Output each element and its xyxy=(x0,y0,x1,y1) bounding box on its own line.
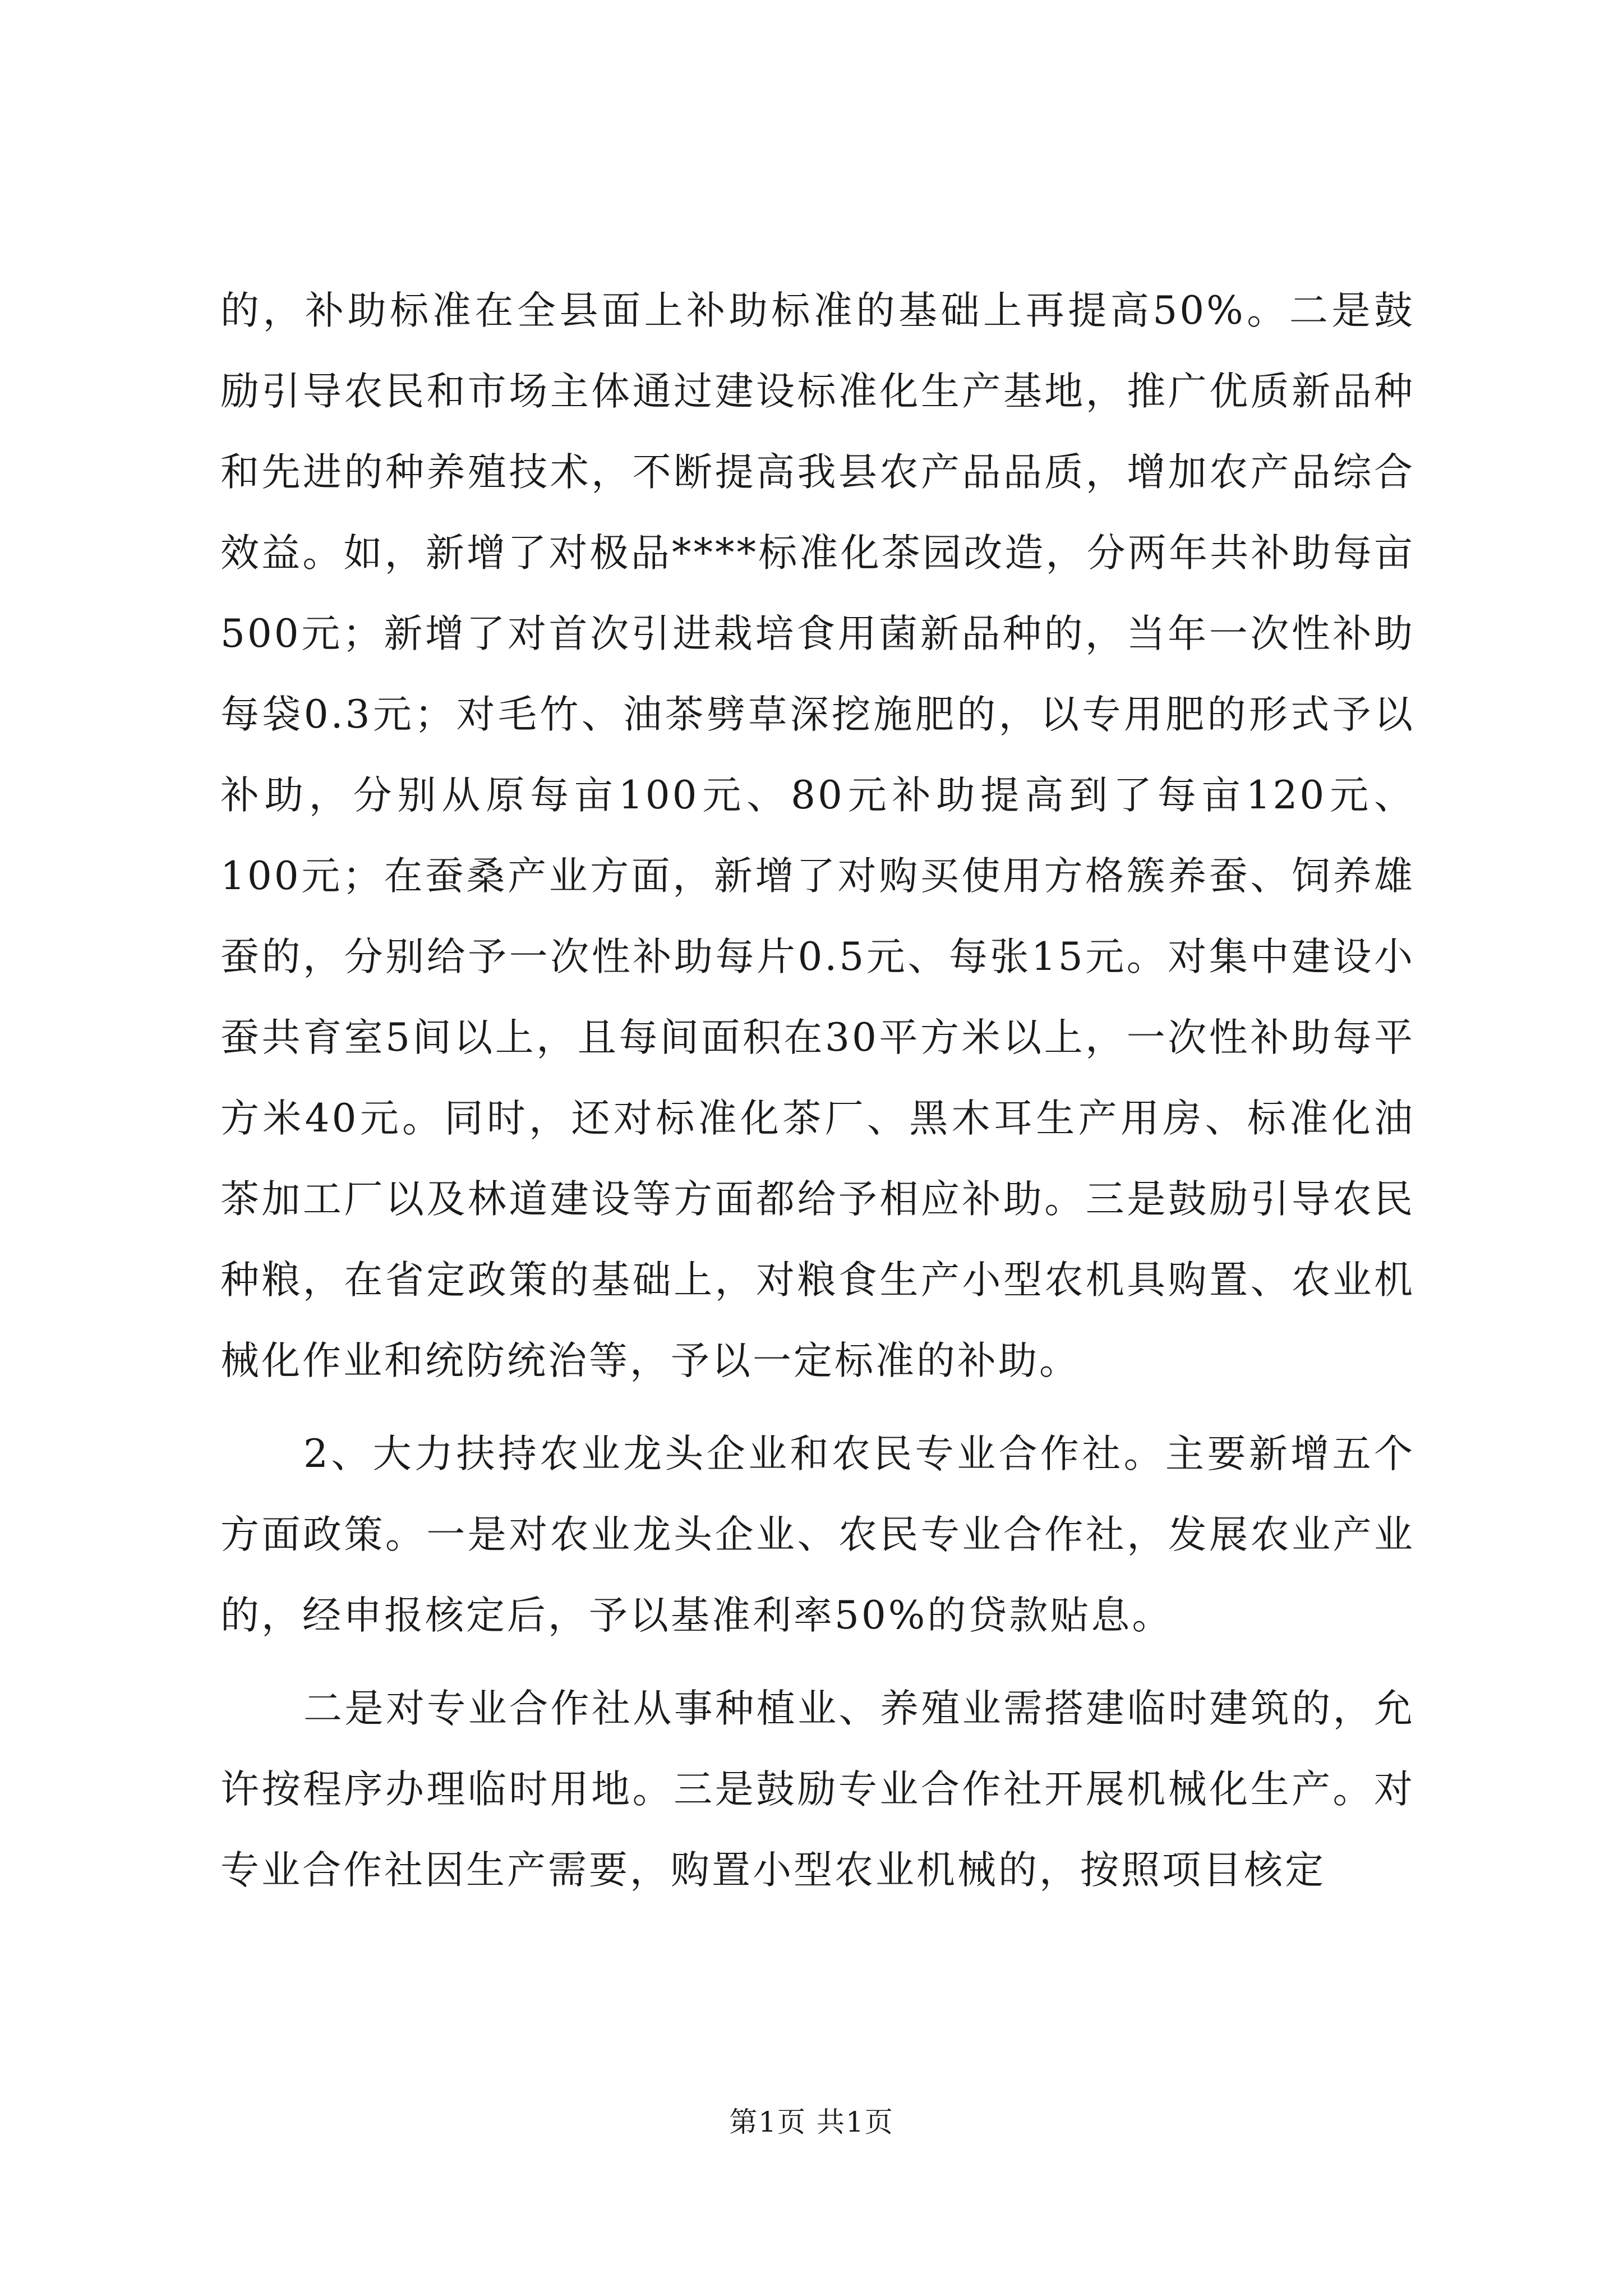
paragraph-3: 二是对专业合作社从事种植业、养殖业需搭建临时建筑的，允许按程序办理临时用地。三是鼓励专业合作社开展机械化生产。对专业合作社因生产需要，购置小型农业机械的，按照项目核定 xyxy=(220,1686,1415,1893)
paragraph-2: 2、大力扶持农业龙头企业和农民专业合作社。主要新增五个方面政策。一是对农业龙头企业、农民专业合作社，发展农业产业的，经申报核定后，予以基准利率50%的贷款贴息。 xyxy=(220,1432,1415,1638)
document-body xyxy=(220,270,1415,1911)
paragraph-1: 的，补助标准在全县面上补助标准的基础上再提高50%。二是鼓励引导农民和市场主体通过建设标准化生产基地，推广优质新品种和先进的种养殖技术，不断提高我县农产品品质，增加农产品综合效益。如，新增了对极品****标准化茶园改造，分两年共补助每亩500元；新增了对首次引进栽培食用菌新品种的，当年一次性补助每袋0.3元；对毛竹、油茶劈草深挖施肥的，以专用肥的形式予以补助，分别从原每亩100元、80元补助提高到了每亩120元、100元；在蚕桑产业方面，新增了对购买使用方格簇养蚕、饲养雄蚕的，分别给予一次性补助每片0.5元、每张15元。对集中建设小蚕共育室5间以上，且每间面积在30平方米以上，一次性补助每平方米40元。同时，还对标准化茶厂、黑木耳生产用房、标准化油茶加工厂以及林道建设等方面都给予相应补助。三是鼓励引导农民种粮，在省定政策的基础上，对粮食生产小型农机具购置、农业机械化作业和统防统治等，予以一定标准的补助。 xyxy=(220,288,1415,1383)
page-footer: 第1页 共1页 xyxy=(729,2106,894,2138)
